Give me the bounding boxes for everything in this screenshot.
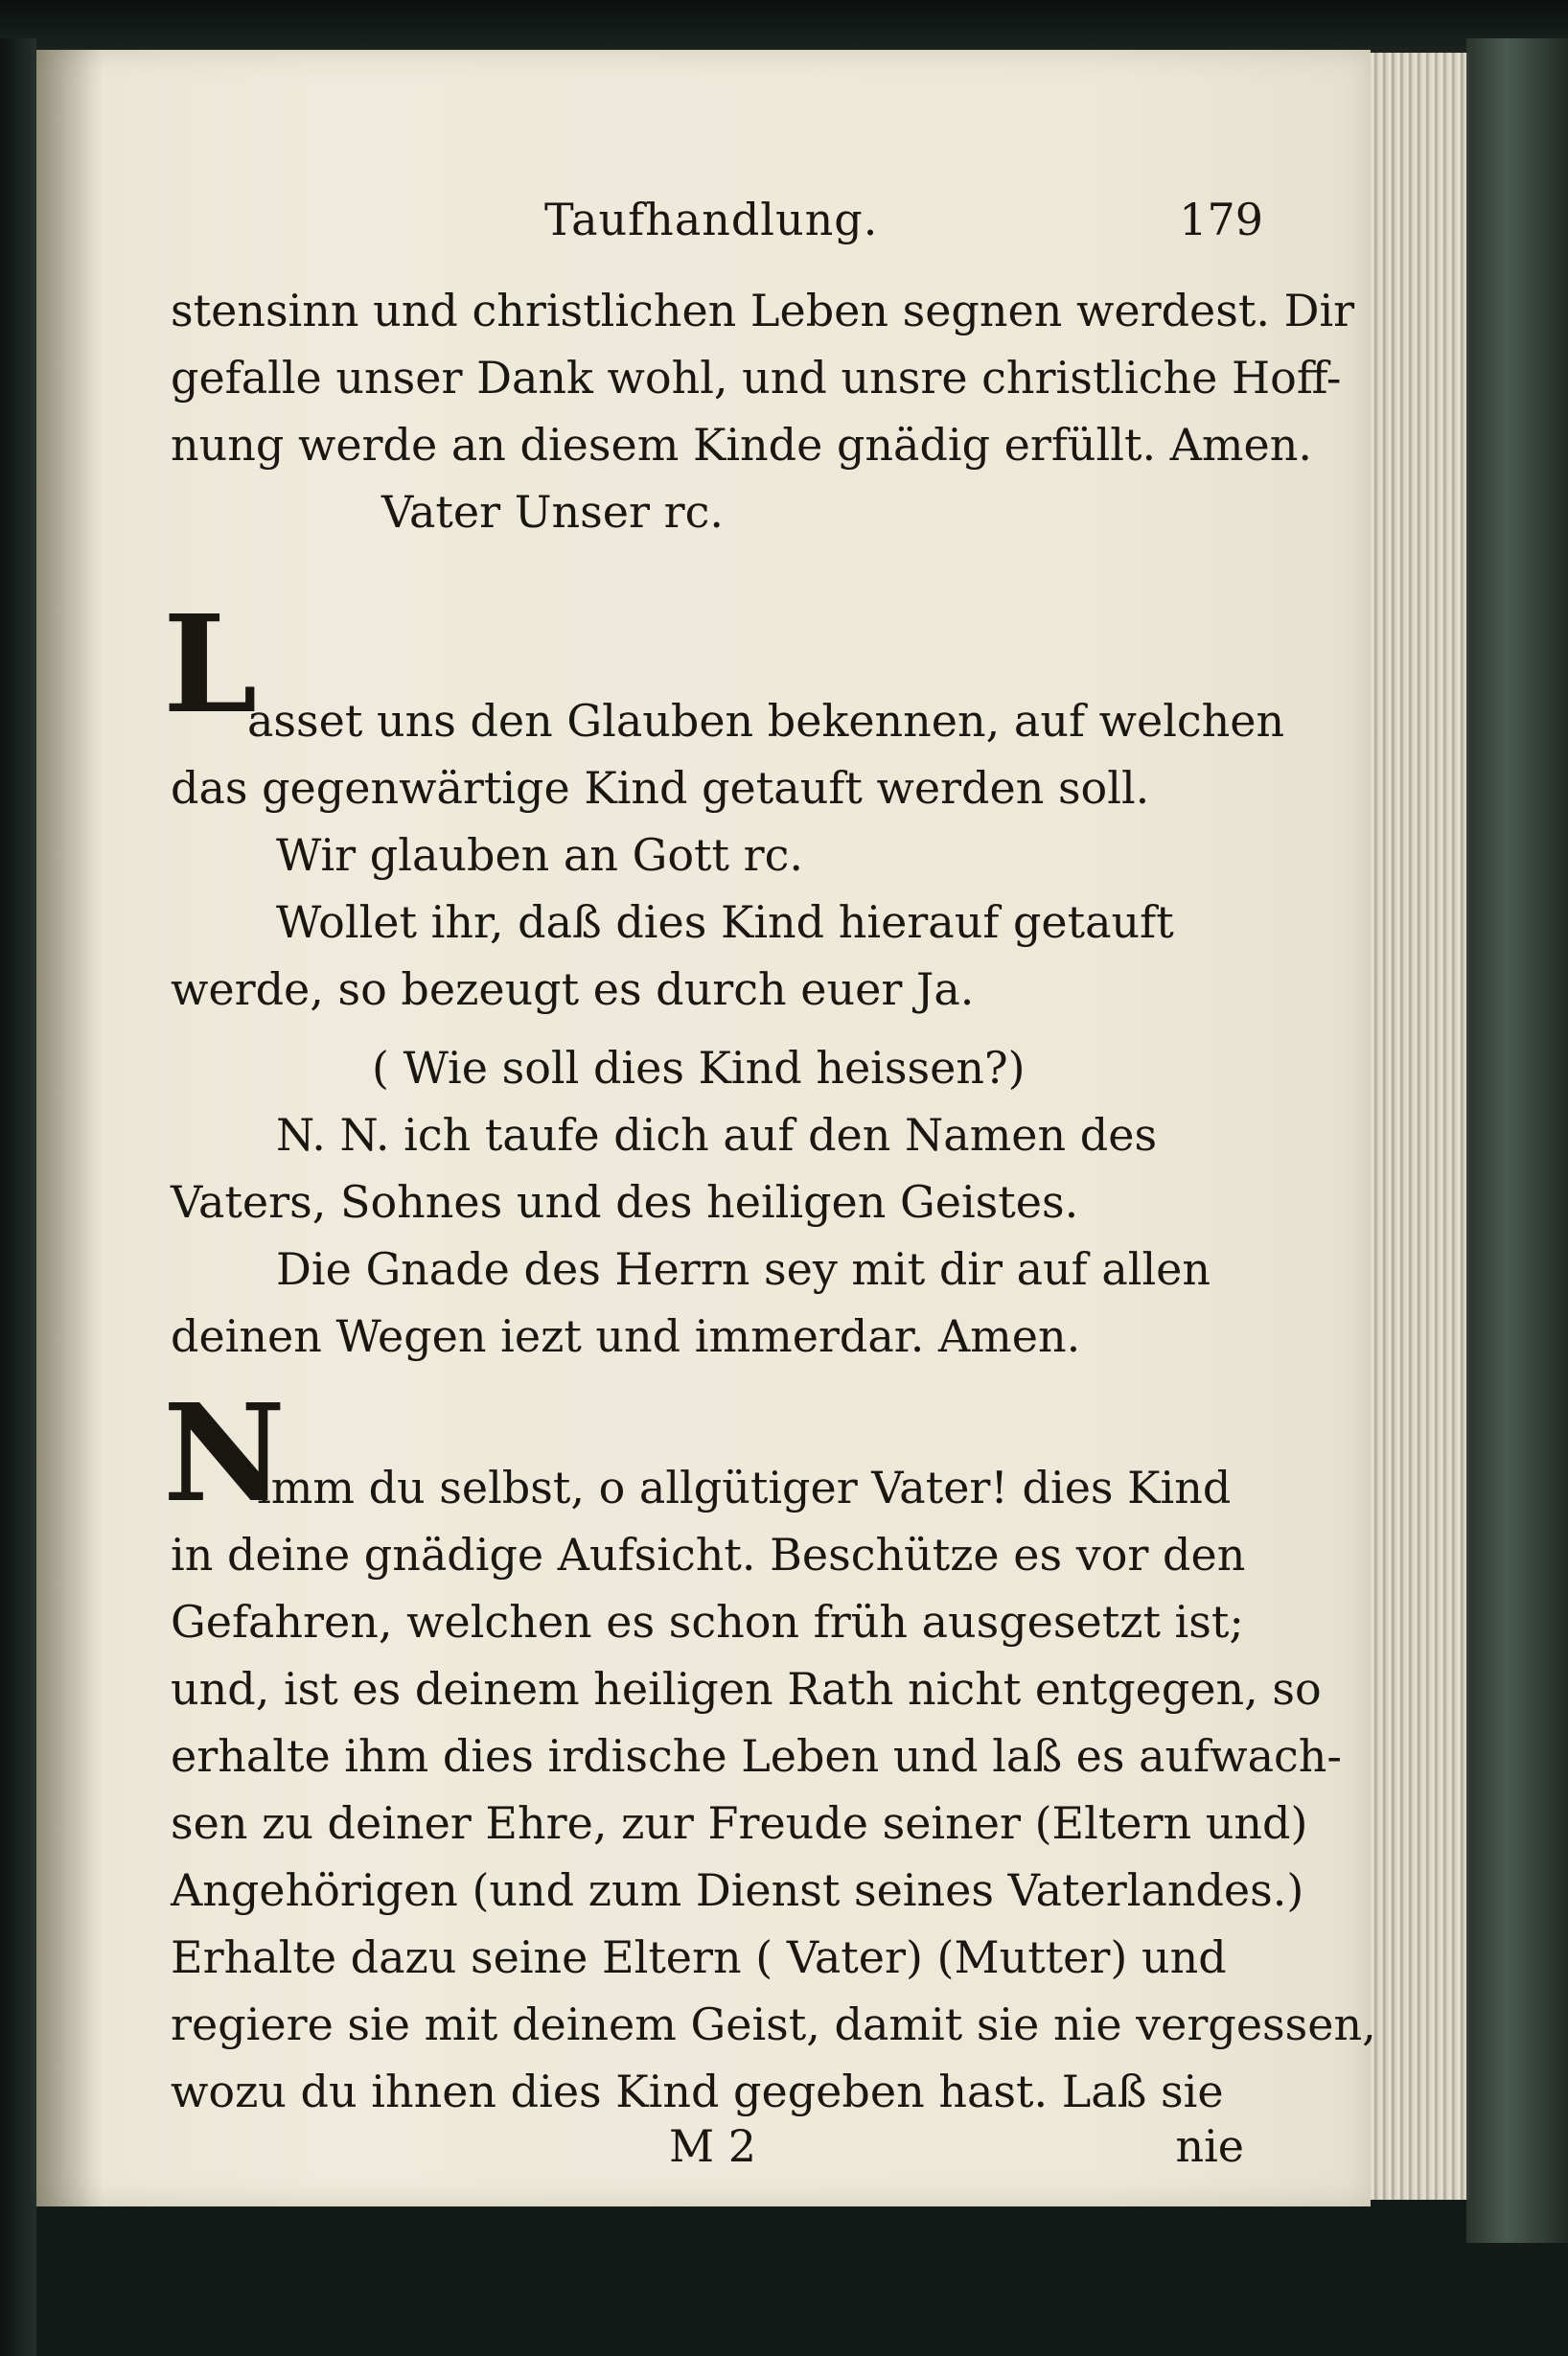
text-line: imm du selbst, o allgütiger Vater! dies Kind bbox=[257, 1462, 1232, 1513]
text-line: in deine gnädige Aufsicht. Beschütze es vor den bbox=[171, 1529, 1246, 1581]
text-line: Wollet ihr, daß dies Kind hierauf getauft bbox=[276, 896, 1174, 948]
text-line: erhalte ihm dies irdische Leben und laß es aufwach- bbox=[171, 1730, 1342, 1782]
text-line: wozu du ihnen dies Kind gegeben hast. Laß sie bbox=[171, 2066, 1224, 2117]
text-line: Angehörigen (und zum Dienst seines Vaterlandes.) bbox=[171, 1864, 1304, 1916]
text-line: Vater Unser rc. bbox=[381, 486, 724, 538]
page-gutter bbox=[36, 50, 104, 2206]
page-edges bbox=[1361, 53, 1469, 2200]
text-line: das gegenwärtige Kind getauft werden soll. bbox=[171, 762, 1150, 814]
book-cover-left bbox=[0, 38, 36, 2356]
text-line: asset uns den Glauben bekennen, auf welchen bbox=[247, 695, 1285, 747]
text-line: regiere sie mit deinem Geist, damit sie nie vergessen, bbox=[171, 1998, 1376, 2050]
drop-cap: N bbox=[163, 1375, 286, 1533]
text-line: Vaters, Sohnes und des heiligen Geistes. bbox=[171, 1176, 1079, 1228]
text-line: Erhalte dazu seine Eltern ( Vater) (Mutter) und bbox=[171, 1931, 1227, 1983]
signature-mark: M 2 bbox=[669, 2120, 756, 2172]
text-line: deinen Wegen iezt und immerdar. Amen. bbox=[171, 1310, 1081, 1362]
text-line: werde, so bezeugt es durch euer Ja. bbox=[171, 963, 975, 1015]
drop-cap: L bbox=[163, 587, 258, 744]
text-line: Gefahren, welchen es schon früh ausgesetzt ist; bbox=[171, 1596, 1244, 1648]
page-number: 179 bbox=[1179, 194, 1263, 245]
running-title: Taufhandlung. bbox=[544, 194, 879, 245]
text-line: und, ist es deinem heiligen Rath nicht entgegen, so bbox=[171, 1663, 1322, 1715]
catchword: nie bbox=[1175, 2120, 1244, 2172]
page-header bbox=[171, 194, 1263, 270]
text-line: stensinn und christlichen Leben segnen werdest. Dir bbox=[171, 285, 1355, 336]
book-cover-right bbox=[1466, 38, 1568, 2243]
text-line: Die Gnade des Herrn sey mit dir auf allen bbox=[276, 1243, 1211, 1295]
book-cover-top bbox=[0, 0, 1568, 56]
text-line: ( Wie soll dies Kind heissen?) bbox=[372, 1042, 1026, 1094]
book-page bbox=[36, 50, 1376, 2206]
text-line: gefalle unser Dank wohl, und unsre christliche Hoff- bbox=[171, 352, 1342, 404]
text-line: N. N. ich taufe dich auf den Namen des bbox=[276, 1109, 1158, 1161]
text-line: Wir glauben an Gott rc. bbox=[276, 829, 804, 881]
text-line: sen zu deiner Ehre, zur Freude seiner (Eltern und) bbox=[171, 1797, 1308, 1849]
text-line: nung werde an diesem Kinde gnädig erfüllt. Amen. bbox=[171, 419, 1312, 471]
